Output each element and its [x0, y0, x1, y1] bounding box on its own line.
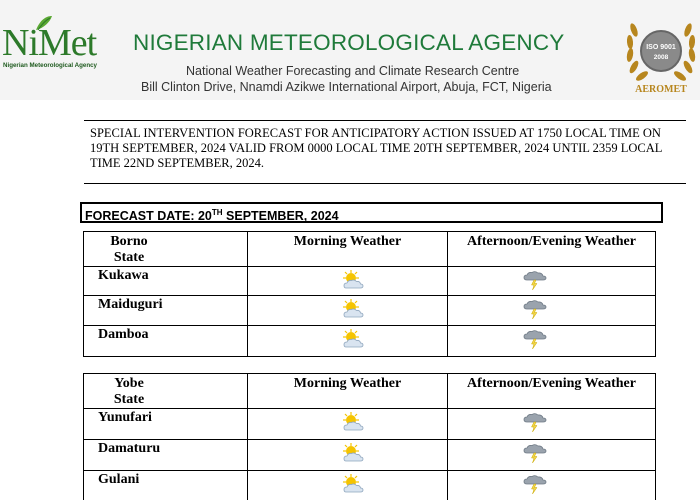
iso-year: 2008	[653, 54, 669, 61]
table-row	[84, 296, 656, 326]
divider-top	[84, 120, 686, 121]
centre-name: National Weather Forecasting and Climate Research Centre	[186, 64, 520, 78]
location-name: Gulani	[84, 471, 248, 500]
afternoon-cell	[448, 267, 656, 296]
thunderstorm-icon	[522, 473, 548, 495]
table-row	[84, 326, 656, 357]
location-name: Damboa	[84, 326, 248, 357]
state-name	[84, 374, 248, 409]
partly-cloudy-icon	[340, 411, 366, 433]
divider-bottom	[84, 183, 686, 184]
location-name: Maiduguri	[84, 296, 248, 326]
thunderstorm-icon	[522, 328, 548, 350]
table-row	[84, 440, 656, 471]
partly-cloudy-icon	[340, 269, 366, 291]
thunderstorm-icon	[522, 411, 548, 433]
morning-cell	[248, 440, 448, 471]
afternoon-cell	[448, 409, 656, 440]
logo-text: NiMet	[2, 22, 97, 64]
table-header-row	[84, 374, 656, 409]
partly-cloudy-icon	[340, 442, 366, 464]
morning-cell	[248, 296, 448, 326]
morning-cell	[248, 267, 448, 296]
state-table-yobe	[83, 373, 656, 500]
iso-badge	[622, 18, 700, 98]
thunderstorm-icon	[522, 442, 548, 464]
table-row	[84, 409, 656, 440]
forecast-date-prefix: FORECAST DATE: 20	[85, 209, 212, 224]
state-table-borno	[83, 231, 656, 357]
partly-cloudy-icon	[340, 473, 366, 495]
afternoon-cell	[448, 471, 656, 500]
table-row	[84, 471, 656, 500]
state-name-line2: State	[113, 392, 145, 407]
forecast-date-sup: TH	[211, 208, 223, 217]
iso-seal	[640, 30, 682, 72]
state-name-line1: Borno	[110, 234, 148, 249]
morning-header: Morning Weather	[248, 232, 448, 267]
state-name-line2: State	[113, 250, 145, 265]
morning-cell	[248, 471, 448, 500]
location-name: Yunufari	[84, 409, 248, 440]
afternoon-cell	[448, 440, 656, 471]
agency-name: NIGERIAN METEOROLOGICAL AGENCY	[133, 30, 565, 55]
letterhead	[0, 0, 700, 100]
table-header-row	[84, 232, 656, 267]
afternoon-header: Afternoon/Evening Weather	[448, 232, 656, 267]
partly-cloudy-icon	[340, 328, 366, 350]
iso-standard: ISO 9001	[646, 44, 676, 51]
morning-cell	[248, 326, 448, 357]
morning-header: Morning Weather	[248, 374, 448, 409]
forecast-date-suffix: SEPTEMBER, 2024	[222, 209, 339, 224]
location-name: Kukawa	[84, 267, 248, 296]
state-name-line1: Yobe	[114, 376, 144, 391]
iso-label: AEROMET	[635, 84, 687, 95]
afternoon-cell	[448, 296, 656, 326]
thunderstorm-icon	[522, 269, 548, 291]
forecast-date	[80, 202, 663, 223]
address: Bill Clinton Drive, Nnamdi Azikwe International Airport, Abuja, FCT, Nigeria	[141, 80, 552, 94]
thunderstorm-icon	[522, 298, 548, 320]
afternoon-header: Afternoon/Evening Weather	[448, 374, 656, 409]
forecast-intro: SPECIAL INTERVENTION FORECAST FOR ANTICIPATORY ACTION ISSUED AT 1750 LOCAL TIME ON 19TH SEPTEMBER, 2024 VALID FROM 0000 LOCAL TIME 20TH SEPTEMBER, 2024 UNTIL 2359 LOCAL TIME 22ND SEPTEMBER, 2024.	[90, 126, 662, 170]
logo-subtitle: Nigerian Meteorological Agency	[3, 62, 97, 69]
morning-cell	[248, 409, 448, 440]
partly-cloudy-icon	[340, 298, 366, 320]
table-row	[84, 267, 656, 296]
afternoon-cell	[448, 326, 656, 357]
location-name: Damaturu	[84, 440, 248, 471]
nimet-logo	[0, 10, 128, 68]
state-name	[84, 232, 248, 267]
